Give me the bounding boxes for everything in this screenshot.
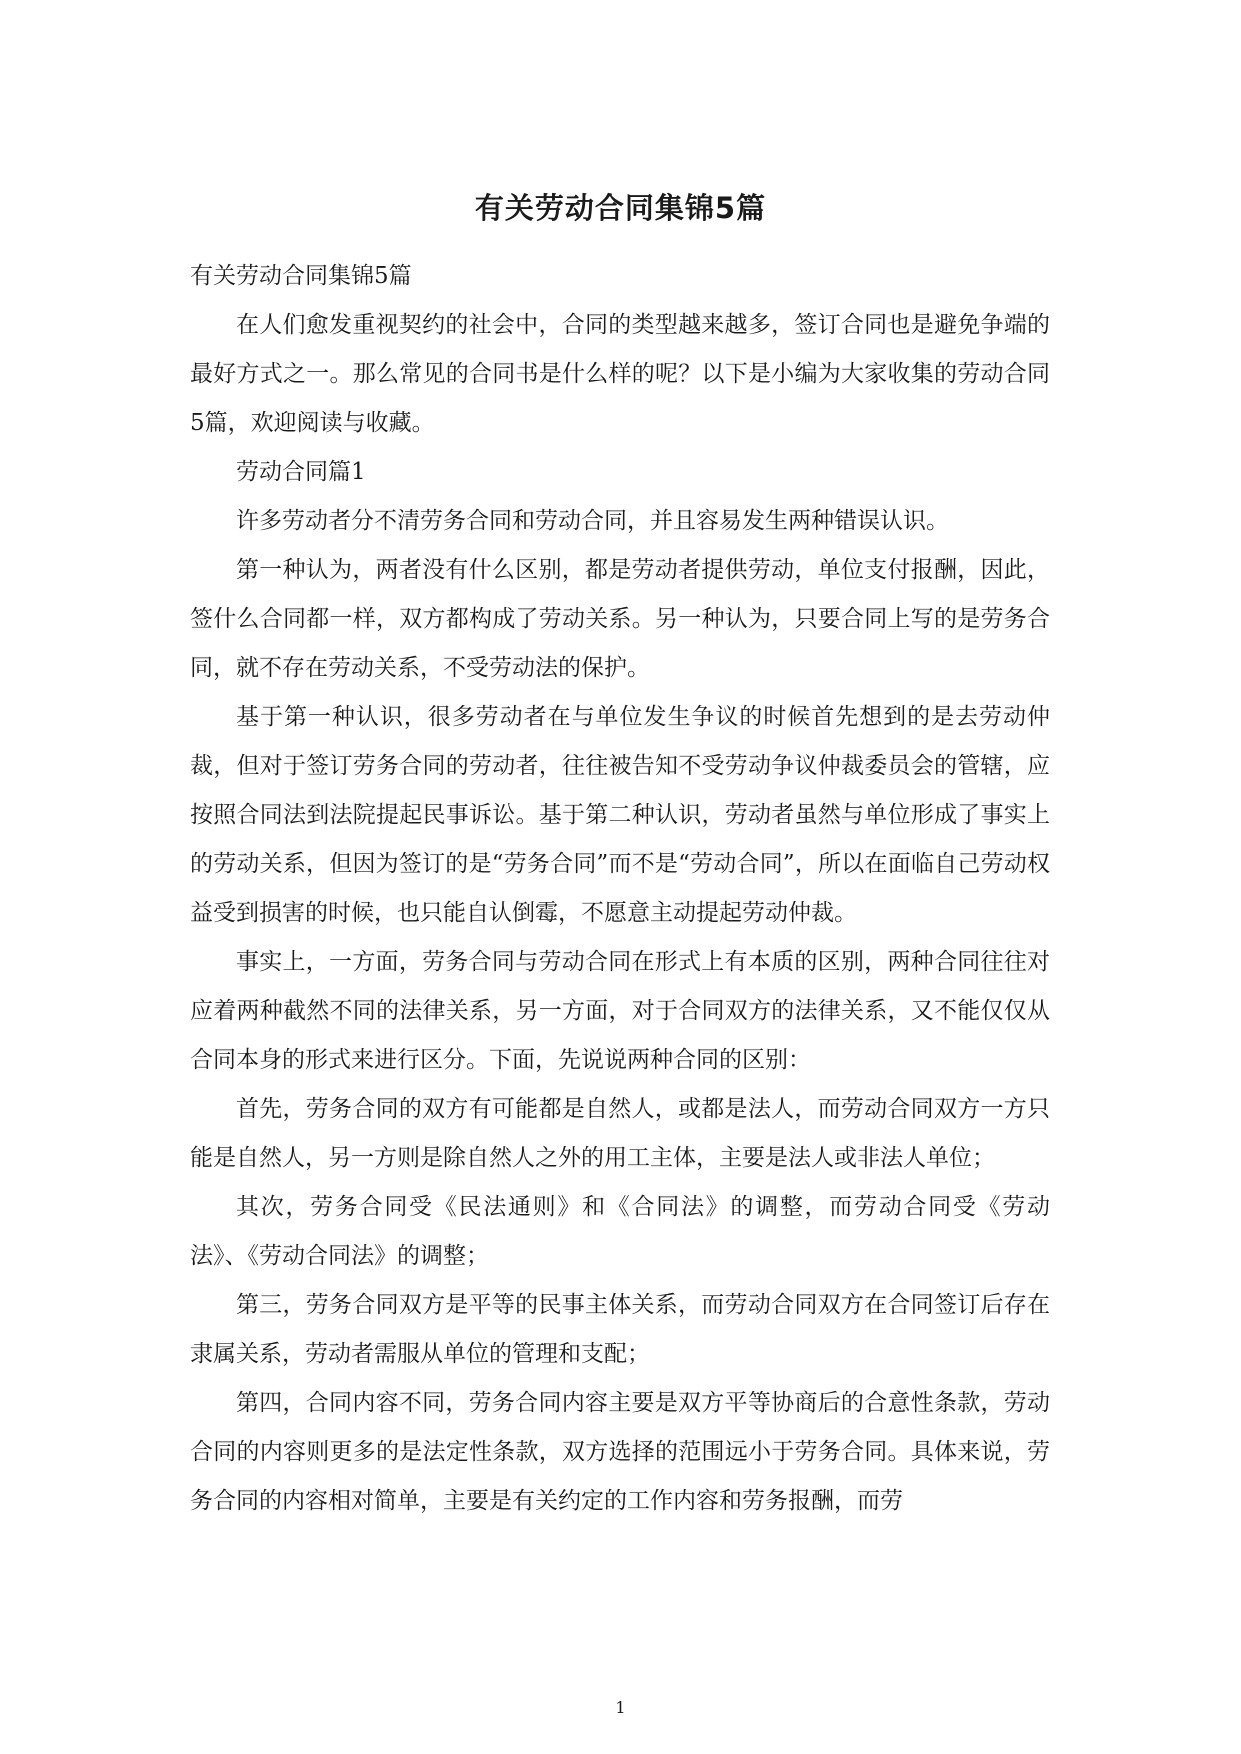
body-paragraph: 基于第一种认识，很多劳动者在与单位发生争议的时候首先想到的是去劳动仲裁，但对于签订劳务合同的劳动者，往往被告知不受劳动争议仲裁委员会的管辖，应按照合同法到法院提起民事诉讼。基于第二种认识，劳动者虽然与单位形成了事实上的劳动关系，但因为签订的是“劳务合同”而不是“劳动合同”，所以在面临自己劳动权益受到损害的时候，也只能自认倒霉，不愿意主动提起劳动仲裁。 [190, 704, 1050, 926]
body-paragraph: 第四，合同内容不同，劳务合同内容主要是双方平等协商后的合意性条款，劳动合同的内容则更多的是法定性条款，双方选择的范围远小于劳务合同。具体来说，劳务合同的内容相对简单，主要是有关约定的工作内容和劳务报酬，而劳 [190, 1390, 1050, 1514]
body-paragraph: 第一种认为，两者没有什么区别，都是劳动者提供劳动，单位支付报酬，因此，签什么合同都一样，双方都构成了劳动关系。另一种认为，只要合同上写的是劳务合同，就不存在劳动关系，不受劳动法的保护。 [190, 557, 1050, 681]
body-paragraph: 首先，劳务合同的双方有可能都是自然人，或都是法人，而劳动合同双方一方只能是自然人，另一方则是除自然人之外的用工主体，主要是法人或非法人单位； [190, 1096, 1050, 1171]
body-paragraph: 第三，劳务合同双方是平等的民事主体关系，而劳动合同双方在合同签订后存在隶属关系，劳动者需服从单位的管理和支配； [190, 1292, 1050, 1367]
document-title: 有关劳动合同集锦5篇 [474, 191, 767, 225]
section-heading: 劳动合同篇1 [236, 459, 366, 485]
body-paragraph: 许多劳动者分不清劳务合同和劳动合同，并且容易发生两种错误认识。 [236, 508, 949, 534]
subtitle-paragraph: 有关劳动合同集锦5篇 [190, 263, 412, 289]
intro-paragraph: 在人们愈发重视契约的社会中，合同的类型越来越多，签订合同也是避免争端的最好方式之一。那么常见的合同书是什么样的呢？以下是小编为大家收集的劳动合同5篇，欢迎阅读与收藏。 [190, 312, 1050, 436]
body-paragraph: 其次，劳务合同受《民法通则》和《合同法》的调整，而劳动合同受《劳动法》、《劳动合同法》的调整； [190, 1194, 1050, 1269]
document-body [190, 252, 1050, 1526]
body-paragraph: 事实上，一方面，劳务合同与劳动合同在形式上有本质的区别，两种合同往往对应着两种截然不同的法律关系，另一方面，对于合同双方的法律关系，又不能仅仅从合同本身的形式来进行区分。下面，先说说两种合同的区别： [190, 949, 1050, 1073]
page-number: 1 [615, 1698, 626, 1717]
